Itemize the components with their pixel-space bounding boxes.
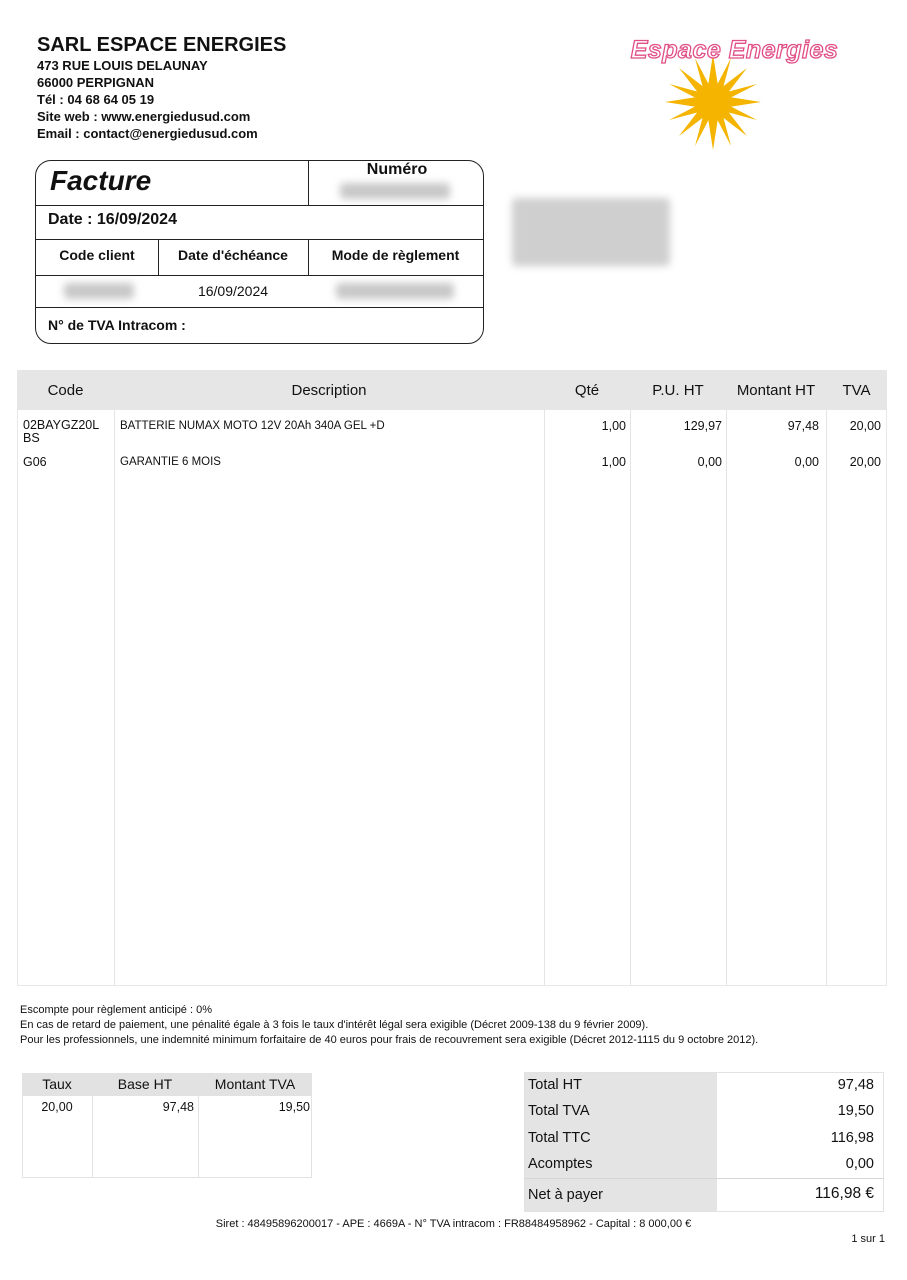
- vat-col-rate: Taux: [42, 1076, 72, 1092]
- invoice-info-box: [35, 160, 484, 344]
- logo-text: Espace Energies: [630, 36, 839, 64]
- company-logo: [610, 30, 860, 155]
- note-discount: Escompte pour règlement anticipé : 0%: [20, 1004, 212, 1016]
- redacted-payment-mode: [336, 283, 454, 299]
- vat-rate-value: 20,00: [41, 1100, 73, 1114]
- row2-qty: 1,00: [601, 455, 626, 469]
- legal-footer: Siret : 48495896200017 - APE : 4669A - N° TVA intracom : FR88484958962 - Capital : 8 000,00 €: [215, 1218, 692, 1230]
- company-header: [37, 33, 286, 142]
- row1-code-line1: 02BAYGZ20L: [23, 418, 100, 432]
- net-to-pay-value: 116,98 €: [814, 1185, 874, 1202]
- net-to-pay-label: Net à payer: [528, 1187, 603, 1203]
- note-recovery-fee: Pour les professionnels, une indemnité minimum forfaitaire de 40 euros pour frais de recouvrement sera exigible (Décret 2012-1115 du 9 octobre 2012).: [20, 1034, 759, 1046]
- tva-intracom-label: N° de TVA Intracom :: [48, 317, 186, 333]
- total-tva-label: Total TVA: [528, 1103, 590, 1119]
- row1-qty: 1,00: [601, 419, 626, 433]
- payment-mode-header: Mode de règlement: [331, 247, 460, 263]
- invoice-date: Date : 16/09/2024: [48, 211, 177, 228]
- due-date-header: Date d'échéance: [178, 247, 288, 263]
- company-address: 473 RUE LOUIS DELAUNAY: [37, 58, 208, 73]
- row2-description: GARANTIE 6 MOIS: [120, 456, 221, 468]
- total-ttc-label: Total TTC: [528, 1130, 591, 1146]
- col-vat: TVA: [842, 382, 871, 399]
- row2-amount: 0,00: [794, 455, 819, 469]
- col-description: Description: [291, 382, 367, 399]
- row2-unit-price: 0,00: [697, 455, 722, 469]
- col-unit-price: P.U. HT: [652, 382, 704, 399]
- row2-code: G06: [23, 455, 47, 469]
- col-amount: Montant HT: [736, 382, 816, 399]
- vat-col-amount: Montant TVA: [214, 1076, 296, 1092]
- deposits-label: Acomptes: [528, 1156, 593, 1172]
- row1-code-line2: BS: [23, 431, 40, 445]
- total-ttc-value: 116,98: [830, 1130, 874, 1146]
- note-late-penalty: En cas de retard de paiement, une pénalité égale à 3 fois le taux d'intérêt légal sera exigible (Décret 2009-138 du 9 février 2009).: [20, 1019, 649, 1031]
- invoice-title: Facture: [50, 165, 152, 196]
- redacted-invoice-number: [340, 183, 450, 199]
- row1-amount: 97,48: [787, 419, 819, 433]
- code-client-header: Code client: [59, 247, 135, 263]
- col-code: Code: [47, 382, 84, 399]
- company-city: 66000 PERPIGNAN: [37, 75, 155, 90]
- row1-description: BATTERIE NUMAX MOTO 12V 20Ah 340A GEL +D: [120, 420, 385, 432]
- deposits-value: 0,00: [845, 1156, 874, 1172]
- company-name: SARL ESPACE ENERGIES: [37, 34, 287, 56]
- total-tva-value: 19,50: [837, 1103, 874, 1119]
- vat-amount-value: 19,50: [278, 1100, 310, 1114]
- payment-notes: [20, 1003, 758, 1048]
- redacted-client-code: [64, 283, 134, 299]
- due-date-value: 16/09/2024: [197, 283, 269, 299]
- page-counter: 1 sur 1: [851, 1233, 885, 1245]
- vat-col-base: Base HT: [117, 1076, 173, 1092]
- row1-unit-price: 129,97: [683, 419, 722, 433]
- items-table-body: [17, 410, 887, 986]
- redacted-client-address: [512, 198, 670, 266]
- total-ht-value: 97,48: [837, 1077, 874, 1093]
- company-website: Site web : www.energiedusud.com: [37, 109, 251, 124]
- company-phone: Tél : 04 68 64 05 19: [37, 92, 155, 107]
- row1-code: [23, 419, 99, 445]
- col-qty: Qté: [574, 382, 600, 399]
- total-ht-label: Total HT: [528, 1077, 582, 1093]
- company-email: Email : contact@energiedusud.com: [37, 126, 258, 141]
- invoice-number-label: Numéro: [366, 161, 428, 178]
- vat-base-value: 97,48: [162, 1100, 194, 1114]
- row1-vat: 20,00: [849, 419, 881, 433]
- row2-vat: 20,00: [849, 455, 881, 469]
